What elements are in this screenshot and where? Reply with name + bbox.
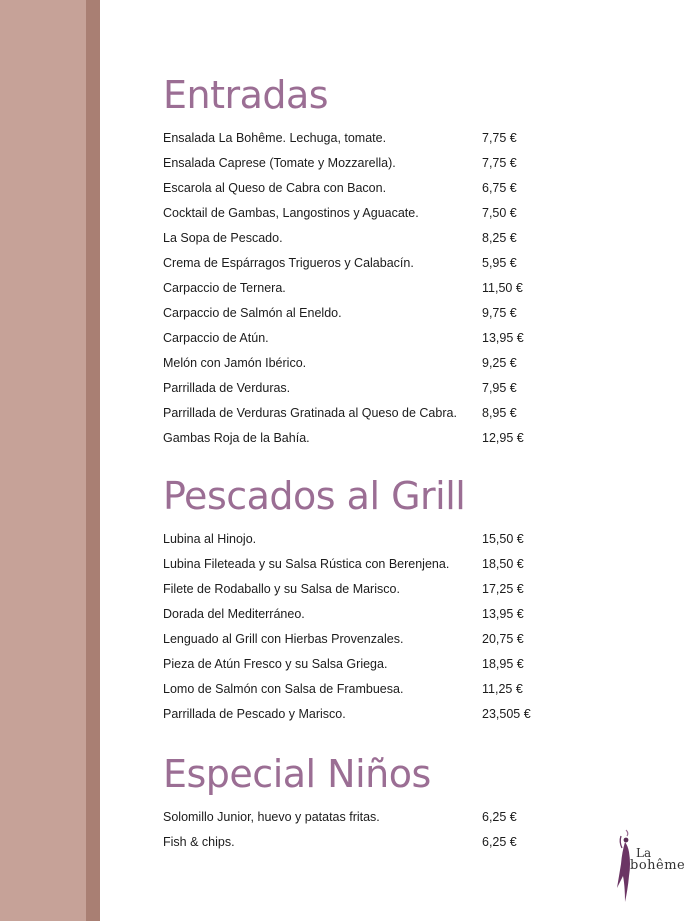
- item-name: Lubina Fileteada y su Salsa Rústica con Berenjena.: [163, 557, 450, 571]
- menu-item: [163, 205, 563, 230]
- item-name: Parrillada de Pescado y Marisco.: [163, 707, 346, 721]
- menu-item: [163, 230, 563, 255]
- section-title-pescados: Pescados al Grill: [163, 474, 466, 518]
- item-name: Dorada del Mediterráneo.: [163, 607, 305, 621]
- menu-item: [163, 405, 563, 430]
- menu-item: [163, 255, 563, 280]
- item-price: 13,95 €: [482, 331, 524, 345]
- menu-item: [163, 809, 563, 834]
- menu-item: [163, 305, 563, 330]
- item-price: 11,25 €: [482, 682, 523, 696]
- item-price: 13,95 €: [482, 607, 524, 621]
- menu-item: [163, 531, 563, 556]
- menu-item: [163, 155, 563, 180]
- item-name: Gambas Roja de la Bahía.: [163, 431, 310, 445]
- menu-item: [163, 581, 563, 606]
- item-price: 7,75 €: [482, 131, 517, 145]
- item-price: 6,75 €: [482, 181, 517, 195]
- item-name: Ensalada Caprese (Tomate y Mozzarella).: [163, 156, 396, 170]
- item-price: 18,50 €: [482, 557, 524, 571]
- item-name: Lenguado al Grill con Hierbas Provenzales.: [163, 632, 404, 646]
- menu-item: [163, 355, 563, 380]
- item-price: 6,25 €: [482, 810, 517, 824]
- item-name: Crema de Espárragos Trigueros y Calabacín.: [163, 256, 414, 270]
- logo-text-la: La: [636, 846, 652, 860]
- menu-item: [163, 330, 563, 355]
- item-price: 8,25 €: [482, 231, 517, 245]
- item-price: 6,25 €: [482, 835, 517, 849]
- item-price: 8,95 €: [482, 406, 517, 420]
- menu-item: [163, 380, 563, 405]
- menu-item: [163, 430, 563, 455]
- item-name: Carpaccio de Salmón al Eneldo.: [163, 306, 342, 320]
- item-name: Parrillada de Verduras Gratinada al Queso de Cabra.: [163, 406, 457, 420]
- item-price: 7,50 €: [482, 206, 517, 220]
- item-price: 7,95 €: [482, 381, 517, 395]
- menu-item: [163, 631, 563, 656]
- item-price: 17,25 €: [482, 582, 524, 596]
- menu-item: [163, 606, 563, 631]
- item-name: Carpaccio de Atún.: [163, 331, 269, 345]
- menu-item: [163, 834, 563, 859]
- item-price: 20,75 €: [482, 632, 524, 646]
- menu-item: [163, 706, 563, 731]
- item-name: Pieza de Atún Fresco y su Salsa Griega.: [163, 657, 388, 671]
- item-name: La Sopa de Pescado.: [163, 231, 283, 245]
- menu-item: [163, 280, 563, 305]
- menu-item: [163, 180, 563, 205]
- left-decorative-band: [0, 0, 86, 921]
- item-name: Carpaccio de Ternera.: [163, 281, 286, 295]
- menu-item: [163, 681, 563, 706]
- item-name: Lubina al Hinojo.: [163, 532, 257, 546]
- left-decorative-band-dark: [86, 0, 100, 921]
- item-name: Escarola al Queso de Cabra con Bacon.: [163, 181, 387, 195]
- item-price: 11,50 €: [482, 281, 523, 295]
- item-price: 9,75 €: [482, 306, 517, 320]
- menu-item: [163, 130, 563, 155]
- logo-text-boheme: bohême: [630, 858, 686, 873]
- item-name: Solomillo Junior, huevo y patatas fritas.: [163, 810, 380, 824]
- item-name: Filete de Rodaballo y su Salsa de Marisco.: [163, 582, 400, 596]
- section-title-especial-ninos: Especial Niños: [163, 752, 431, 796]
- menu-list-entradas: [163, 130, 563, 455]
- item-price: 23,505 €: [482, 707, 531, 721]
- section-title-entradas: Entradas: [163, 73, 329, 117]
- menu-item: [163, 556, 563, 581]
- item-name: Ensalada La Bohême. Lechuga, tomate.: [163, 131, 387, 145]
- item-price: 12,95 €: [482, 431, 524, 445]
- menu-list-especial-ninos: [163, 809, 563, 859]
- item-price: 18,95 €: [482, 657, 524, 671]
- item-name: Lomo de Salmón con Salsa de Frambuesa.: [163, 682, 404, 696]
- item-name: Cocktail de Gambas, Langostinos y Aguacate.: [163, 206, 419, 220]
- item-price: 15,50 €: [482, 532, 524, 546]
- item-price: 5,95 €: [482, 256, 517, 270]
- menu-item: [163, 656, 563, 681]
- item-price: 7,75 €: [482, 156, 517, 170]
- item-name: Melón con Jamón Ibérico.: [163, 356, 307, 370]
- menu-list-pescados: [163, 531, 563, 731]
- la-boheme-logo: [614, 828, 686, 908]
- item-price: 9,25 €: [482, 356, 517, 370]
- item-name: Parrillada de Verduras.: [163, 381, 291, 395]
- item-name: Fish & chips.: [163, 835, 235, 849]
